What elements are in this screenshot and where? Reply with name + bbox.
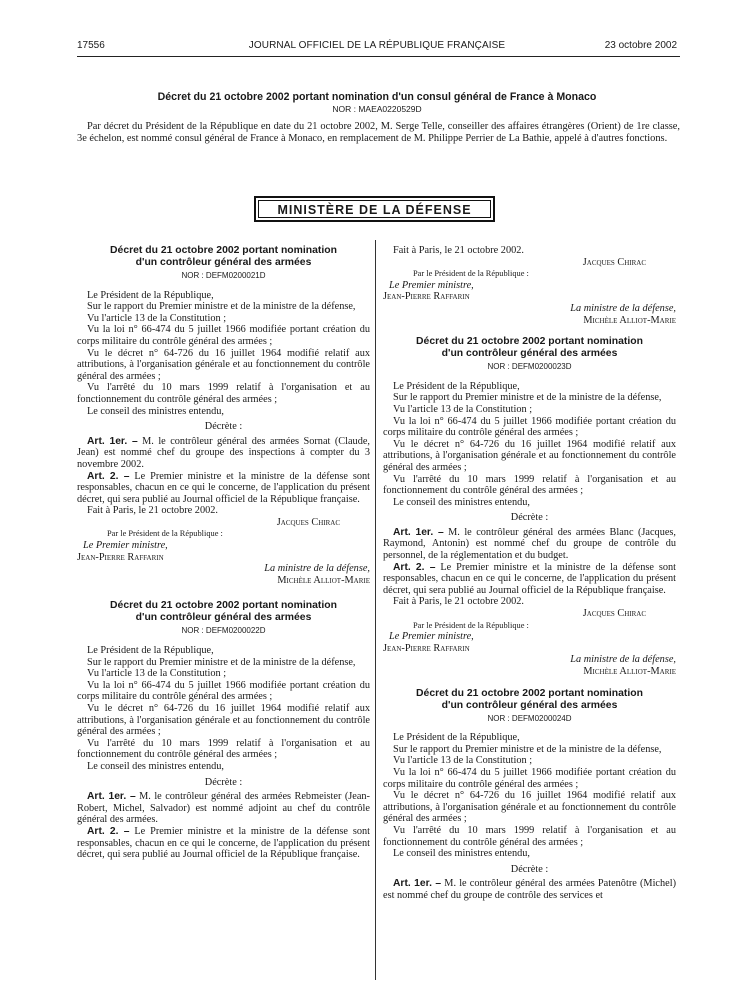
- decree-paragraph: Vu la loi n° 66-474 du 5 juillet 1966 modifiée portant création du corps militaire du contrôle général des armées ;: [383, 766, 676, 790]
- decree-paragraph: Vu l'arrêté du 10 mars 1999 relatif à l'organisation et au fonctionnement du contrôle général des armées ;: [383, 824, 676, 848]
- article-2: [77, 826, 370, 861]
- decree-paragraph: Le Président de la République,: [87, 289, 214, 301]
- article-label: Art. 1er. –: [393, 526, 444, 538]
- top-decree-nor: NOR : MAEA0220529D: [332, 104, 422, 114]
- decree-title: Décret du 21 octobre 2002 portant nomination: [110, 245, 337, 256]
- decrete-label: Décrète :: [204, 776, 243, 788]
- decree-paragraph: Le conseil des ministres entendu,: [87, 405, 224, 417]
- decree-nor: NOR : DEFM0200022D: [181, 626, 266, 636]
- decree-title: d'un contrôleur général des armées: [441, 699, 618, 711]
- decrete-label: Décrète :: [204, 421, 243, 433]
- fait-a-paris: Fait à Paris, le 21 octobre 2002.: [393, 245, 524, 256]
- article-text: Le Premier ministre et la ministre de la défense sont responsables, chacun en ce qui le concerne, de l'application du présent décret, qui sera publié au Journal officiel de la République française.: [383, 561, 676, 596]
- decree-paragraph: Vu l'article 13 de la Constitution ;: [87, 668, 227, 680]
- article-2: [77, 471, 370, 506]
- ministre-defense-label: La ministre de la défense,: [570, 302, 676, 314]
- premier-ministre-label: Le Premier ministre,: [83, 540, 168, 552]
- signature-raffarin: Jean-Pierre Raffarin: [383, 642, 470, 654]
- journal-title: JOURNAL OFFICIEL DE LA RÉPUBLIQUE FRANÇAISE: [248, 40, 506, 51]
- signature-alliot-marie: Michèle Alliot-Marie: [583, 314, 676, 326]
- issue-date: 23 octobre 2002: [604, 40, 677, 51]
- decree-nor: NOR : DEFM0200024D: [487, 713, 572, 723]
- decree-nor: NOR : DEFM0200021D: [181, 271, 266, 280]
- decree-paragraph: Vu le décret n° 64-726 du 16 juillet 1964 modifié relatif aux attributions, à l'organisation générale et au fonctionnement du contrôle général des armées ;: [77, 347, 370, 382]
- decree-title: d'un contrôleur général des armées: [135, 612, 312, 624]
- left-column: [77, 245, 370, 861]
- par-le-president: Par le Président de la République :: [107, 529, 223, 539]
- decree-paragraph: Vu l'article 13 de la Constitution ;: [87, 312, 227, 324]
- signature-raffarin: Jean-Pierre Raffarin: [77, 551, 164, 563]
- article-label: Art. 1er. –: [87, 791, 136, 803]
- decree-paragraph: Vu l'arrêté du 10 mars 1999 relatif à l'organisation et au fonctionnement du contrôle général des armées ;: [383, 473, 676, 497]
- decree-title: d'un contrôleur général des armées: [441, 348, 618, 360]
- decrete-label: Décrète :: [510, 512, 549, 524]
- signature-raffarin: Jean-Pierre Raffarin: [383, 291, 470, 303]
- signature-alliot-marie: Michèle Alliot-Marie: [277, 574, 370, 586]
- fait-a-paris: Fait à Paris, le 21 octobre 2002.: [87, 505, 218, 517]
- page-header: [77, 40, 677, 54]
- fait-a-paris: Fait à Paris, le 21 octobre 2002.: [393, 596, 524, 608]
- ministre-defense-label: La ministre de la défense,: [570, 654, 676, 666]
- article-label: Art. 2. –: [87, 470, 130, 482]
- decree-nor: NOR : DEFM0200023D: [487, 362, 572, 372]
- decree-paragraph: Le Président de la République,: [87, 645, 214, 657]
- signature-chirac: Jacques Chirac: [276, 516, 340, 528]
- article-1: [383, 527, 676, 562]
- decree-paragraph: Vu la loi n° 66-474 du 5 juillet 1966 modifiée portant création du corps militaire du contrôle général des armées ;: [77, 324, 370, 347]
- premier-ministre-label: Le Premier ministre,: [389, 279, 474, 291]
- decrete-label: Décrète :: [510, 863, 549, 875]
- decree-title: d'un contrôleur général des armées: [135, 257, 312, 268]
- decree-paragraph: Le conseil des ministres entendu,: [393, 848, 530, 860]
- top-decree-body: Par décret du Président de la République en date du 21 octobre 2002, M. Serge Telle, conseiller des affaires étrangères (Orient) de 1re classe, 3e échelon, est nommé consul général de France à Monaco, en remplacement de M. Philippe Perrier de La Bathie, appelé à d'autres fonctions.: [77, 121, 680, 144]
- decree-title: Décret du 21 octobre 2002 portant nomination: [416, 336, 643, 348]
- decree-paragraph: Sur le rapport du Premier ministre et de la ministre de la défense,: [393, 743, 662, 755]
- decree-paragraph: Sur le rapport du Premier ministre et de la ministre de la défense,: [87, 301, 356, 313]
- article-text: M. le contrôleur général des armées Blanc (Jacques, Raymond, Antonin) est nommé chef du groupe de contrôle du personnel, de la réglementation et du budget.: [383, 526, 676, 562]
- signature-alliot-marie: Michèle Alliot-Marie: [583, 666, 676, 677]
- decree-paragraph: Le conseil des ministres entendu,: [87, 760, 224, 772]
- premier-ministre-label: Le Premier ministre,: [389, 631, 474, 643]
- decree-paragraph: Vu l'article 13 de la Constitution ;: [393, 755, 533, 767]
- decree-paragraph: Le Président de la République,: [393, 380, 520, 392]
- par-le-president: Par le Président de la République :: [413, 620, 529, 630]
- decree-paragraph: Vu la loi n° 66-474 du 5 juillet 1966 modifiée portant création du corps militaire du contrôle général des armées ;: [383, 415, 676, 439]
- decree-paragraph: Vu l'arrêté du 10 mars 1999 relatif à l'organisation et au fonctionnement du contrôle général des armées ;: [77, 737, 370, 761]
- article-2: [383, 562, 676, 597]
- article-1: [77, 436, 370, 471]
- article-label: Art. 2. –: [393, 561, 436, 573]
- signature-chirac: Jacques Chirac: [582, 256, 646, 268]
- right-column: [383, 245, 676, 902]
- decree-paragraph: Vu l'arrêté du 10 mars 1999 relatif à l'organisation et au fonctionnement du contrôle général des armées ;: [77, 382, 370, 405]
- ministre-defense-label: La ministre de la défense,: [264, 563, 370, 575]
- decree-paragraph: Le Président de la République,: [393, 732, 520, 744]
- article-1: [77, 791, 370, 826]
- decree-paragraph: Sur le rapport du Premier ministre et de la ministre de la défense,: [393, 392, 662, 404]
- top-decree-title: Décret du 21 octobre 2002 portant nomination d'un consul général de France à Monaco: [157, 91, 597, 103]
- article-text: M. le contrôleur général des armées Sornat (Claude, Jean) est nommé chef du groupe des inspections à compter du 3 novembre 2002.: [77, 435, 370, 470]
- article-text: Le Premier ministre et la ministre de la défense sont responsables, chacun en ce qui le concerne, de l'application du présent décret, qui sera publié au Journal officiel de la République française.: [77, 825, 370, 861]
- decree-paragraph: Vu le décret n° 64-726 du 16 juillet 1964 modifié relatif aux attributions, à l'organisation générale et au fonctionnement du contrôle général des armées ;: [383, 438, 676, 473]
- decree-title: Décret du 21 octobre 2002 portant nomination: [110, 600, 337, 612]
- decree-paragraph: Vu l'article 13 de la Constitution ;: [393, 403, 533, 415]
- article-1: [383, 878, 676, 901]
- article-text: Le Premier ministre et la ministre de la défense sont responsables, chacun en ce qui le concerne, de l'application du présent décret, qui sera publié au Journal officiel de la République française.: [77, 470, 370, 505]
- page-number: 17556: [77, 40, 105, 51]
- ministry-heading-box: [254, 196, 495, 222]
- decree-paragraph: Vu le décret n° 64-726 du 16 juillet 1964 modifié relatif aux attributions, à l'organisation générale et au fonctionnement du contrôle général des armées ;: [383, 790, 676, 825]
- article-text: M. le contrôleur général des armées Rebmeister (Jean-Robert, Michel, Salvador) est nommé adjoint au chef du contrôle général des armées.: [77, 791, 370, 826]
- decree-paragraph: Vu la loi n° 66-474 du 5 juillet 1966 modifiée portant création du corps militaire du contrôle général des armées ;: [77, 679, 370, 703]
- par-le-president: Par le Président de la République :: [413, 269, 529, 279]
- article-label: Art. 2. –: [87, 825, 130, 837]
- header-rule: [77, 56, 680, 57]
- signature-chirac: Jacques Chirac: [582, 608, 646, 620]
- article-text: M. le contrôleur général des armées Patenôtre (Michel) est nommé chef du groupe de contrôle des services et: [383, 878, 677, 901]
- article-label: Art. 1er. –: [393, 878, 442, 890]
- ministry-heading: MINISTÈRE DE LA DÉFENSE: [277, 203, 472, 217]
- decree-paragraph: Sur le rapport du Premier ministre et de la ministre de la défense,: [87, 656, 356, 668]
- column-divider: [375, 240, 376, 980]
- article-label: Art. 1er. –: [87, 435, 138, 447]
- decree-title: Décret du 21 octobre 2002 portant nomination: [416, 687, 643, 699]
- decree-paragraph: Le conseil des ministres entendu,: [393, 496, 530, 508]
- decree-paragraph: Vu le décret n° 64-726 du 16 juillet 1964 modifié relatif aux attributions, à l'organisation générale et au fonctionnement du contrôle général des armées ;: [77, 703, 370, 738]
